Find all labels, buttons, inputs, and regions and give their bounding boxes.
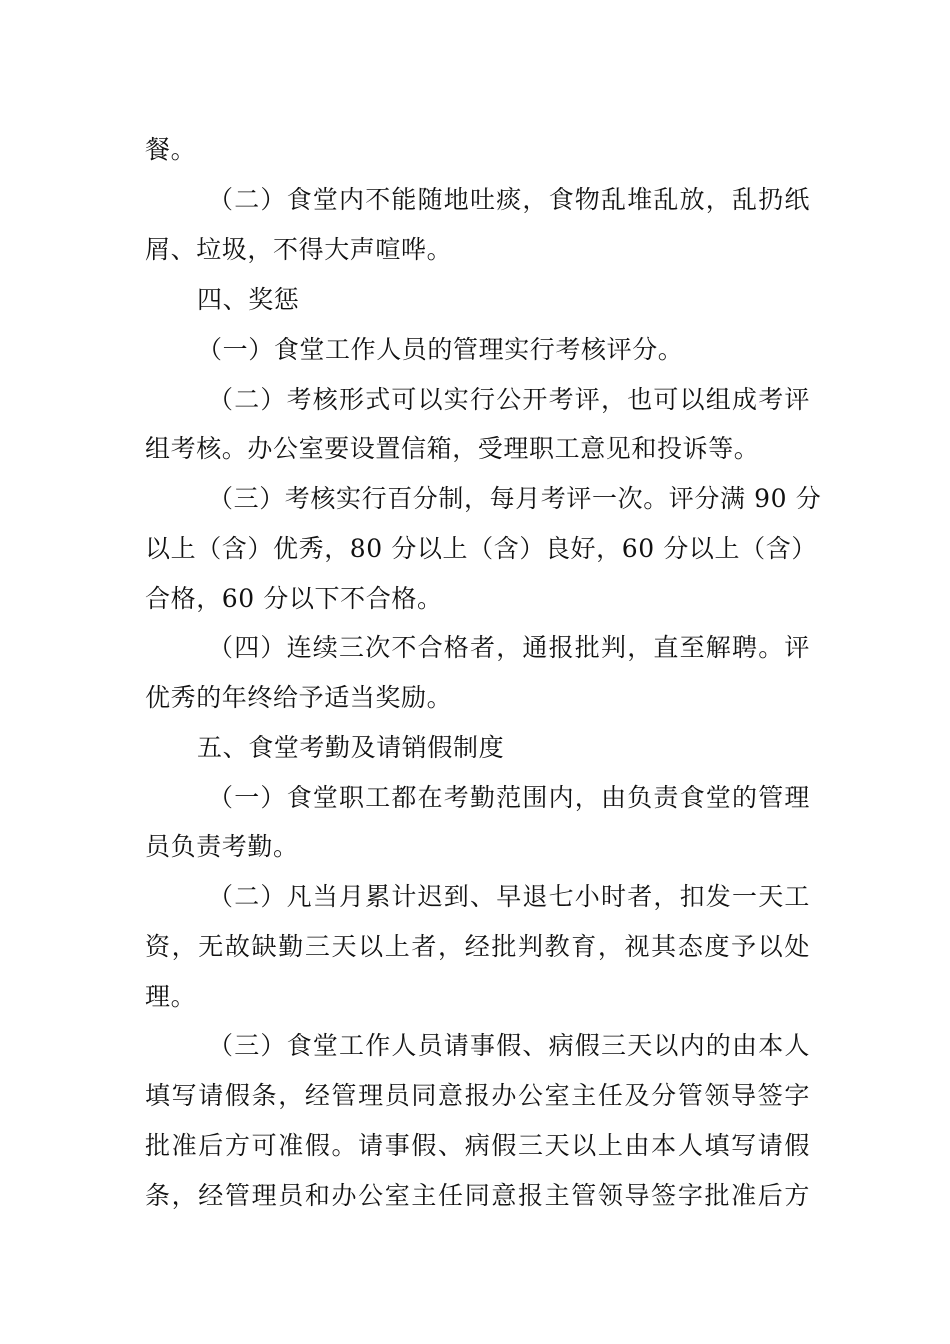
text-line: 批准后方可准假。请事假、病假三天以上由本人填写请假	[145, 1131, 810, 1160]
text-line: 条，经管理员和办公室主任同意报主管领导签字批准后方	[145, 1181, 810, 1210]
text-line: 员负责考勤。	[145, 832, 299, 861]
text-line: 组考核。办公室要设置信箱，受理职工意见和投诉等。	[145, 434, 760, 463]
text-line: （四）连续三次不合格者，通报批判，直至解聘。评	[208, 633, 810, 662]
text-line: （二）食堂内不能随地吐痰，食物乱堆乱放，乱扔纸	[208, 185, 810, 214]
text-line: 屑、垃圾，不得大声喧哗。	[145, 235, 453, 264]
text-line: 合格，60 分以下不合格。	[145, 584, 443, 613]
text-line: （二）考核形式可以实行公开考评，也可以组成考评	[208, 385, 810, 414]
text-line: （一）食堂职工都在考勤范围内，由负责食堂的管理	[208, 783, 810, 812]
text-line: （三）考核实行百分制，每月考评一次。评分满 90 分	[208, 484, 822, 513]
text-line: 填写请假条，经管理员同意报办公室主任及分管领导签字	[145, 1081, 810, 1110]
text-line: 理。	[145, 982, 197, 1011]
section-heading: 五、食堂考勤及请销假制度	[197, 733, 505, 762]
section-heading: 四、奖惩	[197, 285, 300, 314]
text-line: 优秀的年终给予适当奖励。	[145, 683, 453, 712]
text-line: （二）凡当月累计迟到、早退七小时者，扣发一天工	[208, 882, 810, 911]
text-line: 资，无故缺勤三天以上者，经批判教育，视其态度予以处	[145, 932, 810, 961]
text-line: （一）食堂工作人员的管理实行考核评分。	[197, 335, 684, 364]
text-line: 餐。	[145, 135, 197, 164]
text-line: 以上（含）优秀，80 分以上（含）良好，60 分以上（含）	[145, 534, 817, 563]
text-line: （三）食堂工作人员请事假、病假三天以内的由本人	[208, 1031, 810, 1060]
